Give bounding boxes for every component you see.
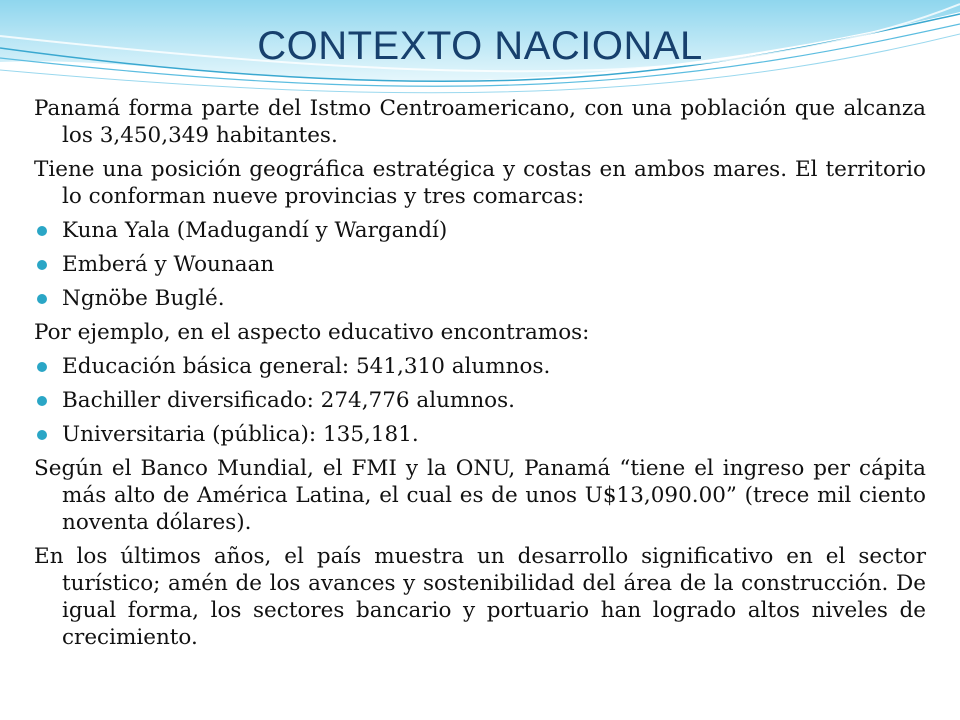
bullet-icon [37,260,47,270]
bullet-text: Kuna Yala (Madugandí y Wargandí) [62,218,448,243]
slide-title: CONTEXTO NACIONAL [257,24,703,68]
bullet-text: Bachiller diversificado: 274,776 alumnos. [62,388,515,413]
bullet-item-kuna-yala [34,217,926,244]
paragraph-development: En los últimos años, el país muestra un desarrollo significativo en el sector turístico; amén de los avances y sostenibilidad del área de la construcción. De igual forma, los sectores bancario y portuario han logrado altos niveles de crecimiento. [34,544,926,650]
bullet-item-bachiller [34,387,926,414]
bullet-icon [37,294,47,304]
slide-content [34,95,926,658]
paragraph-geography: Tiene una posición geográfica estratégica y costas en ambos mares. El territorio lo conforman nueve provincias y tres comarcas: [34,157,926,209]
bullet-text: Universitaria (pública): 135,181. [62,422,419,447]
bullet-item-university [34,421,926,448]
bullet-icon [37,226,47,236]
bullet-text: Emberá y Wounaan [62,252,275,277]
bullet-icon [37,430,47,440]
bullet-item-ngnobe [34,285,926,312]
paragraph-population: Panamá forma parte del Istmo Centroamericano, con una población que alcanza los 3,450,349 habitantes. [34,96,926,148]
bullet-text: Educación básica general: 541,310 alumnos. [62,354,551,379]
bullet-icon [37,362,47,372]
paragraph-education-intro: Por ejemplo, en el aspecto educativo encontramos: [34,320,590,345]
bullet-item-embera [34,251,926,278]
bullet-text: Ngnöbe Buglé. [62,286,225,311]
bullet-icon [37,396,47,406]
bullet-item-basic-education [34,353,926,380]
paragraph-income: Según el Banco Mundial, el FMI y la ONU, Panamá “tiene el ingreso per cápita más alto de América Latina, el cual es de unos U$13,090.00” (trece mil ciento noventa dólares). [34,456,926,535]
